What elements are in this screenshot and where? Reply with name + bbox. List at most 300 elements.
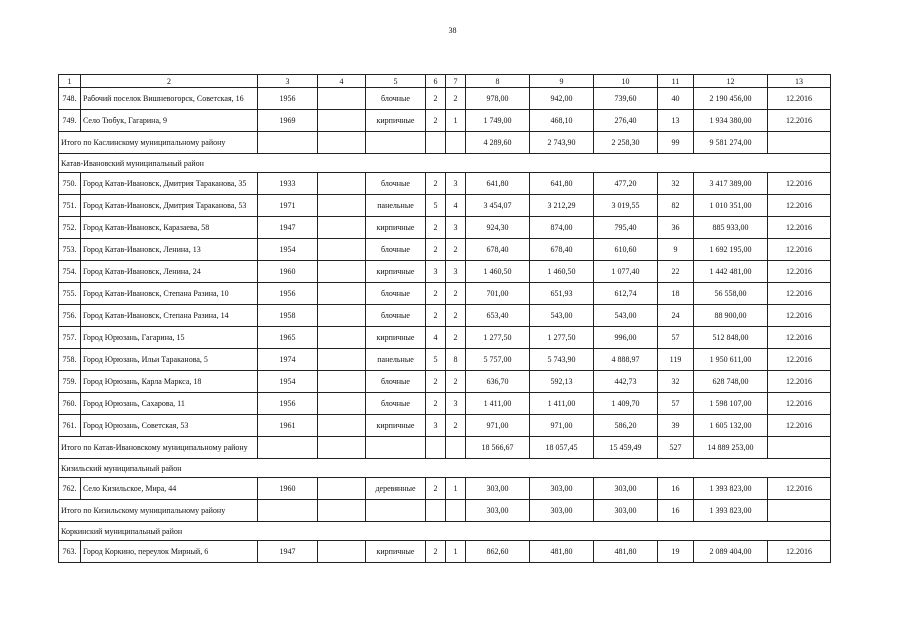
header-cell: 8 xyxy=(466,75,530,88)
total-label-cell: Итого по Кизильскому муниципальному району xyxy=(59,500,258,522)
material-cell: блочные xyxy=(366,371,426,393)
residents-cell: 57 xyxy=(658,393,694,415)
entrances-cell: 2 xyxy=(446,327,466,349)
row-number-cell xyxy=(59,88,81,110)
row-number: 748. xyxy=(62,94,77,103)
material-cell: кирпичные xyxy=(366,541,426,563)
cost-cell: 512 848,00 xyxy=(694,327,768,349)
cost-cell: 1 692 195,00 xyxy=(694,239,768,261)
empty-cell xyxy=(318,393,366,415)
empty-cell xyxy=(768,132,831,154)
cost-cell: 14 889 253,00 xyxy=(694,437,768,459)
area-total-cell: 3 454,07 xyxy=(466,195,530,217)
area-living-cell: 18 057,45 xyxy=(530,437,594,459)
address-cell: Город Катав-Ивановск, Степана Разина, 14 xyxy=(81,305,258,327)
residents-cell: 36 xyxy=(658,217,694,239)
empty-cell xyxy=(318,327,366,349)
empty-cell xyxy=(318,500,366,522)
empty-cell xyxy=(318,437,366,459)
row-number: 749. xyxy=(62,116,77,125)
area-living-cell: 3 212,29 xyxy=(530,195,594,217)
entrances-cell: 1 xyxy=(446,541,466,563)
address-cell: Село Кизильское, Мира, 44 xyxy=(81,478,258,500)
year-cell: 1956 xyxy=(258,393,318,415)
residents-cell: 119 xyxy=(658,349,694,371)
area-total-cell: 4 289,60 xyxy=(466,132,530,154)
row-number-cell xyxy=(59,305,81,327)
table-row xyxy=(59,239,831,261)
total-label-cell: Итого по Каслинскому муниципальному району xyxy=(59,132,258,154)
date-cell: 12.2016 xyxy=(768,327,831,349)
area-total-cell: 971,00 xyxy=(466,415,530,437)
empty-cell xyxy=(258,500,318,522)
entrances-cell: 2 xyxy=(446,371,466,393)
header-cell: 10 xyxy=(594,75,658,88)
total-row xyxy=(59,437,831,459)
table-row xyxy=(59,327,831,349)
cost-cell: 1 393 823,00 xyxy=(694,500,768,522)
address-cell: Город Юрюзань, Карла Маркса, 18 xyxy=(81,371,258,393)
header-cell: 9 xyxy=(530,75,594,88)
area-living-cell: 1 460,50 xyxy=(530,261,594,283)
entrances-cell: 1 xyxy=(446,110,466,132)
empty-cell xyxy=(318,283,366,305)
residents-cell: 99 xyxy=(658,132,694,154)
area-total-cell: 303,00 xyxy=(466,478,530,500)
date-cell: 12.2016 xyxy=(768,478,831,500)
header-cell: 13 xyxy=(768,75,831,88)
residents-cell: 19 xyxy=(658,541,694,563)
material-cell: блочные xyxy=(366,239,426,261)
table-row xyxy=(59,195,831,217)
row-number: 757. xyxy=(62,333,77,342)
address-cell: Город Юрюзань, Гагарина, 15 xyxy=(81,327,258,349)
area-total-cell: 653,40 xyxy=(466,305,530,327)
residents-cell: 16 xyxy=(658,478,694,500)
residents-cell: 527 xyxy=(658,437,694,459)
row-number: 753. xyxy=(62,245,77,254)
address-cell: Город Катав-Ивановск, Степана Разина, 10 xyxy=(81,283,258,305)
empty-cell xyxy=(318,239,366,261)
empty-cell xyxy=(768,437,831,459)
address-cell: Село Тюбук, Гагарина, 9 xyxy=(81,110,258,132)
row-number: 762. xyxy=(62,484,77,493)
floors-cell: 2 xyxy=(426,173,446,195)
floors-cell: 2 xyxy=(426,88,446,110)
address-cell: Город Катав-Ивановск, Ленина, 24 xyxy=(81,261,258,283)
floors-cell: 2 xyxy=(426,371,446,393)
page-number: 38 xyxy=(448,26,457,35)
residents-cell: 40 xyxy=(658,88,694,110)
entrances-cell: 2 xyxy=(446,305,466,327)
table-row xyxy=(59,88,831,110)
floors-cell: 2 xyxy=(426,110,446,132)
cost-cell: 1 393 823,00 xyxy=(694,478,768,500)
residents-cell: 13 xyxy=(658,110,694,132)
row-number-cell xyxy=(59,393,81,415)
table-row xyxy=(59,173,831,195)
entrances-cell: 1 xyxy=(446,478,466,500)
area-living-cell: 543,00 xyxy=(530,305,594,327)
area-living2-cell: 543,00 xyxy=(594,305,658,327)
header-cell: 1 xyxy=(59,75,81,88)
empty-cell xyxy=(318,195,366,217)
empty-cell xyxy=(446,132,466,154)
area-living-cell: 678,40 xyxy=(530,239,594,261)
header-cell: 6 xyxy=(426,75,446,88)
entrances-cell: 2 xyxy=(446,415,466,437)
header-cell: 11 xyxy=(658,75,694,88)
address-cell: Город Юрюзань, Ильи Тараканова, 5 xyxy=(81,349,258,371)
year-cell: 1969 xyxy=(258,110,318,132)
area-total-cell: 978,00 xyxy=(466,88,530,110)
date-cell: 12.2016 xyxy=(768,393,831,415)
material-cell: панельные xyxy=(366,195,426,217)
row-number-cell xyxy=(59,217,81,239)
area-living2-cell: 795,40 xyxy=(594,217,658,239)
year-cell: 1954 xyxy=(258,371,318,393)
area-living2-cell: 1 077,40 xyxy=(594,261,658,283)
date-cell: 12.2016 xyxy=(768,541,831,563)
row-number: 750. xyxy=(62,179,77,188)
residents-cell: 32 xyxy=(658,173,694,195)
empty-cell xyxy=(258,437,318,459)
residents-cell: 16 xyxy=(658,500,694,522)
row-number-cell xyxy=(59,283,81,305)
cost-cell: 3 417 389,00 xyxy=(694,173,768,195)
year-cell: 1960 xyxy=(258,478,318,500)
year-cell: 1954 xyxy=(258,239,318,261)
section-label-cell: Коркинский муниципальный район xyxy=(59,522,831,541)
date-cell: 12.2016 xyxy=(768,305,831,327)
year-cell: 1974 xyxy=(258,349,318,371)
row-number-cell xyxy=(59,239,81,261)
date-cell: 12.2016 xyxy=(768,283,831,305)
row-number: 763. xyxy=(62,547,77,556)
table-row xyxy=(59,261,831,283)
row-number-cell xyxy=(59,173,81,195)
entrances-cell: 2 xyxy=(446,88,466,110)
cost-cell: 2 089 404,00 xyxy=(694,541,768,563)
floors-cell: 5 xyxy=(426,195,446,217)
row-number: 755. xyxy=(62,289,77,298)
cost-cell: 628 748,00 xyxy=(694,371,768,393)
empty-cell xyxy=(318,88,366,110)
row-number: 758. xyxy=(62,355,77,364)
floors-cell: 3 xyxy=(426,261,446,283)
address-cell: Город Катав-Ивановск, Ленина, 13 xyxy=(81,239,258,261)
floors-cell: 2 xyxy=(426,478,446,500)
section-label-cell: Кизильский муниципальный район xyxy=(59,459,831,478)
material-cell: панельные xyxy=(366,349,426,371)
floors-cell: 5 xyxy=(426,349,446,371)
table-row xyxy=(59,393,831,415)
material-cell: кирпичные xyxy=(366,327,426,349)
residents-cell: 39 xyxy=(658,415,694,437)
header-cell: 7 xyxy=(446,75,466,88)
floors-cell: 2 xyxy=(426,283,446,305)
cost-cell: 1 950 611,00 xyxy=(694,349,768,371)
entrances-cell: 8 xyxy=(446,349,466,371)
row-number-cell xyxy=(59,349,81,371)
year-cell: 1958 xyxy=(258,305,318,327)
date-cell: 12.2016 xyxy=(768,173,831,195)
empty-cell xyxy=(366,500,426,522)
cost-cell: 88 900,00 xyxy=(694,305,768,327)
material-cell: кирпичные xyxy=(366,261,426,283)
area-total-cell: 5 757,00 xyxy=(466,349,530,371)
area-total-cell: 641,80 xyxy=(466,173,530,195)
cost-cell: 2 190 456,00 xyxy=(694,88,768,110)
date-cell: 12.2016 xyxy=(768,371,831,393)
header-row xyxy=(59,75,831,88)
empty-cell xyxy=(318,110,366,132)
area-living-cell: 303,00 xyxy=(530,500,594,522)
table-body xyxy=(59,75,831,563)
area-living2-cell: 612,74 xyxy=(594,283,658,305)
material-cell: кирпичные xyxy=(366,110,426,132)
area-living2-cell: 303,00 xyxy=(594,478,658,500)
area-living2-cell: 586,20 xyxy=(594,415,658,437)
empty-cell xyxy=(318,478,366,500)
empty-cell xyxy=(318,132,366,154)
material-cell: кирпичные xyxy=(366,217,426,239)
empty-cell xyxy=(258,132,318,154)
entrances-cell: 3 xyxy=(446,393,466,415)
year-cell: 1947 xyxy=(258,217,318,239)
area-living2-cell: 442,73 xyxy=(594,371,658,393)
row-number: 756. xyxy=(62,311,77,320)
year-cell: 1947 xyxy=(258,541,318,563)
row-number: 752. xyxy=(62,223,77,232)
header-cell: 2 xyxy=(81,75,258,88)
area-total-cell: 303,00 xyxy=(466,500,530,522)
area-living-cell: 468,10 xyxy=(530,110,594,132)
row-number-cell xyxy=(59,478,81,500)
cost-cell: 56 558,00 xyxy=(694,283,768,305)
empty-cell xyxy=(318,349,366,371)
area-living2-cell: 739,60 xyxy=(594,88,658,110)
material-cell: блочные xyxy=(366,88,426,110)
row-number-cell xyxy=(59,110,81,132)
cost-cell: 1 605 132,00 xyxy=(694,415,768,437)
year-cell: 1956 xyxy=(258,283,318,305)
year-cell: 1956 xyxy=(258,88,318,110)
header-cell: 3 xyxy=(258,75,318,88)
residents-cell: 18 xyxy=(658,283,694,305)
floors-cell: 2 xyxy=(426,239,446,261)
empty-cell xyxy=(318,305,366,327)
area-living2-cell: 610,60 xyxy=(594,239,658,261)
material-cell: кирпичные xyxy=(366,415,426,437)
material-cell: блочные xyxy=(366,393,426,415)
table-row xyxy=(59,283,831,305)
empty-cell xyxy=(446,500,466,522)
residents-cell: 9 xyxy=(658,239,694,261)
area-living2-cell: 4 888,97 xyxy=(594,349,658,371)
year-cell: 1971 xyxy=(258,195,318,217)
row-number: 754. xyxy=(62,267,77,276)
area-living-cell: 592,13 xyxy=(530,371,594,393)
row-number: 761. xyxy=(62,421,77,430)
area-living-cell: 942,00 xyxy=(530,88,594,110)
area-living-cell: 1 411,00 xyxy=(530,393,594,415)
section-header-row xyxy=(59,154,831,173)
area-living2-cell: 3 019,55 xyxy=(594,195,658,217)
header-cell: 5 xyxy=(366,75,426,88)
cost-cell: 9 581 274,00 xyxy=(694,132,768,154)
year-cell: 1933 xyxy=(258,173,318,195)
section-label-cell: Катав-Ивановский муниципальный район xyxy=(59,154,831,173)
area-living-cell: 971,00 xyxy=(530,415,594,437)
empty-cell xyxy=(426,437,446,459)
header-cell: 4 xyxy=(318,75,366,88)
housing-table xyxy=(58,74,831,563)
area-total-cell: 924,30 xyxy=(466,217,530,239)
date-cell: 12.2016 xyxy=(768,110,831,132)
empty-cell xyxy=(318,371,366,393)
date-cell: 12.2016 xyxy=(768,349,831,371)
material-cell: деревянные xyxy=(366,478,426,500)
area-living2-cell: 477,20 xyxy=(594,173,658,195)
floors-cell: 2 xyxy=(426,393,446,415)
entrances-cell: 4 xyxy=(446,195,466,217)
address-cell: Город Юрюзань, Советская, 53 xyxy=(81,415,258,437)
cost-cell: 1 442 481,00 xyxy=(694,261,768,283)
area-total-cell: 636,70 xyxy=(466,371,530,393)
empty-cell xyxy=(768,500,831,522)
address-cell: Рабочий поселок Вишневогорск, Советская, 16 xyxy=(81,88,258,110)
material-cell: блочные xyxy=(366,173,426,195)
area-living2-cell: 276,40 xyxy=(594,110,658,132)
year-cell: 1965 xyxy=(258,327,318,349)
section-header-row xyxy=(59,522,831,541)
row-number-cell xyxy=(59,195,81,217)
area-living2-cell: 481,80 xyxy=(594,541,658,563)
floors-cell: 3 xyxy=(426,415,446,437)
residents-cell: 82 xyxy=(658,195,694,217)
cost-cell: 1 010 351,00 xyxy=(694,195,768,217)
residents-cell: 57 xyxy=(658,327,694,349)
entrances-cell: 3 xyxy=(446,173,466,195)
row-number-cell xyxy=(59,415,81,437)
area-living-cell: 303,00 xyxy=(530,478,594,500)
residents-cell: 32 xyxy=(658,371,694,393)
entrances-cell: 2 xyxy=(446,239,466,261)
table-row xyxy=(59,541,831,563)
table-row xyxy=(59,371,831,393)
area-total-cell: 701,00 xyxy=(466,283,530,305)
entrances-cell: 3 xyxy=(446,217,466,239)
date-cell: 12.2016 xyxy=(768,239,831,261)
floors-cell: 4 xyxy=(426,327,446,349)
total-row xyxy=(59,132,831,154)
area-total-cell: 1 277,50 xyxy=(466,327,530,349)
area-total-cell: 678,40 xyxy=(466,239,530,261)
entrances-cell: 2 xyxy=(446,283,466,305)
table-row xyxy=(59,349,831,371)
empty-cell xyxy=(366,132,426,154)
area-living-cell: 5 743,90 xyxy=(530,349,594,371)
empty-cell xyxy=(446,437,466,459)
row-number: 760. xyxy=(62,399,77,408)
total-label-cell: Итого по Катав-Ивановскому муниципальному району xyxy=(59,437,258,459)
date-cell: 12.2016 xyxy=(768,261,831,283)
area-total-cell: 862,60 xyxy=(466,541,530,563)
area-living-cell: 641,80 xyxy=(530,173,594,195)
residents-cell: 24 xyxy=(658,305,694,327)
year-cell: 1961 xyxy=(258,415,318,437)
table-row xyxy=(59,478,831,500)
cost-cell: 1 934 380,00 xyxy=(694,110,768,132)
row-number-cell xyxy=(59,327,81,349)
entrances-cell: 3 xyxy=(446,261,466,283)
address-cell: Город Коркино, переулок Мирный, 6 xyxy=(81,541,258,563)
area-living2-cell: 996,00 xyxy=(594,327,658,349)
area-living-cell: 481,80 xyxy=(530,541,594,563)
area-living-cell: 2 743,90 xyxy=(530,132,594,154)
floors-cell: 2 xyxy=(426,541,446,563)
date-cell: 12.2016 xyxy=(768,195,831,217)
table-row xyxy=(59,415,831,437)
address-cell: Город Катав-Ивановск, Каразаева, 58 xyxy=(81,217,258,239)
address-cell: Город Катав-Ивановск, Дмитрия Тараканова, 35 xyxy=(81,173,258,195)
cost-cell: 1 598 107,00 xyxy=(694,393,768,415)
table-row xyxy=(59,110,831,132)
row-number-cell xyxy=(59,261,81,283)
year-cell: 1960 xyxy=(258,261,318,283)
row-number-cell xyxy=(59,371,81,393)
section-header-row xyxy=(59,459,831,478)
row-number: 759. xyxy=(62,377,77,386)
empty-cell xyxy=(318,541,366,563)
area-total-cell: 18 566,67 xyxy=(466,437,530,459)
area-living-cell: 1 277,50 xyxy=(530,327,594,349)
area-total-cell: 1 460,50 xyxy=(466,261,530,283)
area-living2-cell: 303,00 xyxy=(594,500,658,522)
address-cell: Город Юрюзань, Сахарова, 11 xyxy=(81,393,258,415)
table-row xyxy=(59,217,831,239)
table-row xyxy=(59,305,831,327)
empty-cell xyxy=(318,415,366,437)
area-total-cell: 1 411,00 xyxy=(466,393,530,415)
empty-cell xyxy=(318,261,366,283)
empty-cell xyxy=(426,132,446,154)
area-living2-cell: 2 258,30 xyxy=(594,132,658,154)
date-cell: 12.2016 xyxy=(768,415,831,437)
area-living2-cell: 1 409,70 xyxy=(594,393,658,415)
area-living-cell: 874,00 xyxy=(530,217,594,239)
cost-cell: 885 933,00 xyxy=(694,217,768,239)
empty-cell xyxy=(426,500,446,522)
residents-cell: 22 xyxy=(658,261,694,283)
floors-cell: 2 xyxy=(426,305,446,327)
empty-cell xyxy=(366,437,426,459)
area-living-cell: 651,93 xyxy=(530,283,594,305)
area-living2-cell: 15 459,49 xyxy=(594,437,658,459)
floors-cell: 2 xyxy=(426,217,446,239)
empty-cell xyxy=(318,217,366,239)
row-number-cell xyxy=(59,541,81,563)
header-cell: 12 xyxy=(694,75,768,88)
date-cell: 12.2016 xyxy=(768,217,831,239)
date-cell: 12.2016 xyxy=(768,88,831,110)
total-row xyxy=(59,500,831,522)
material-cell: блочные xyxy=(366,283,426,305)
address-cell: Город Катав-Ивановск, Дмитрия Тараканова, 53 xyxy=(81,195,258,217)
area-total-cell: 1 749,00 xyxy=(466,110,530,132)
row-number: 751. xyxy=(62,201,77,210)
